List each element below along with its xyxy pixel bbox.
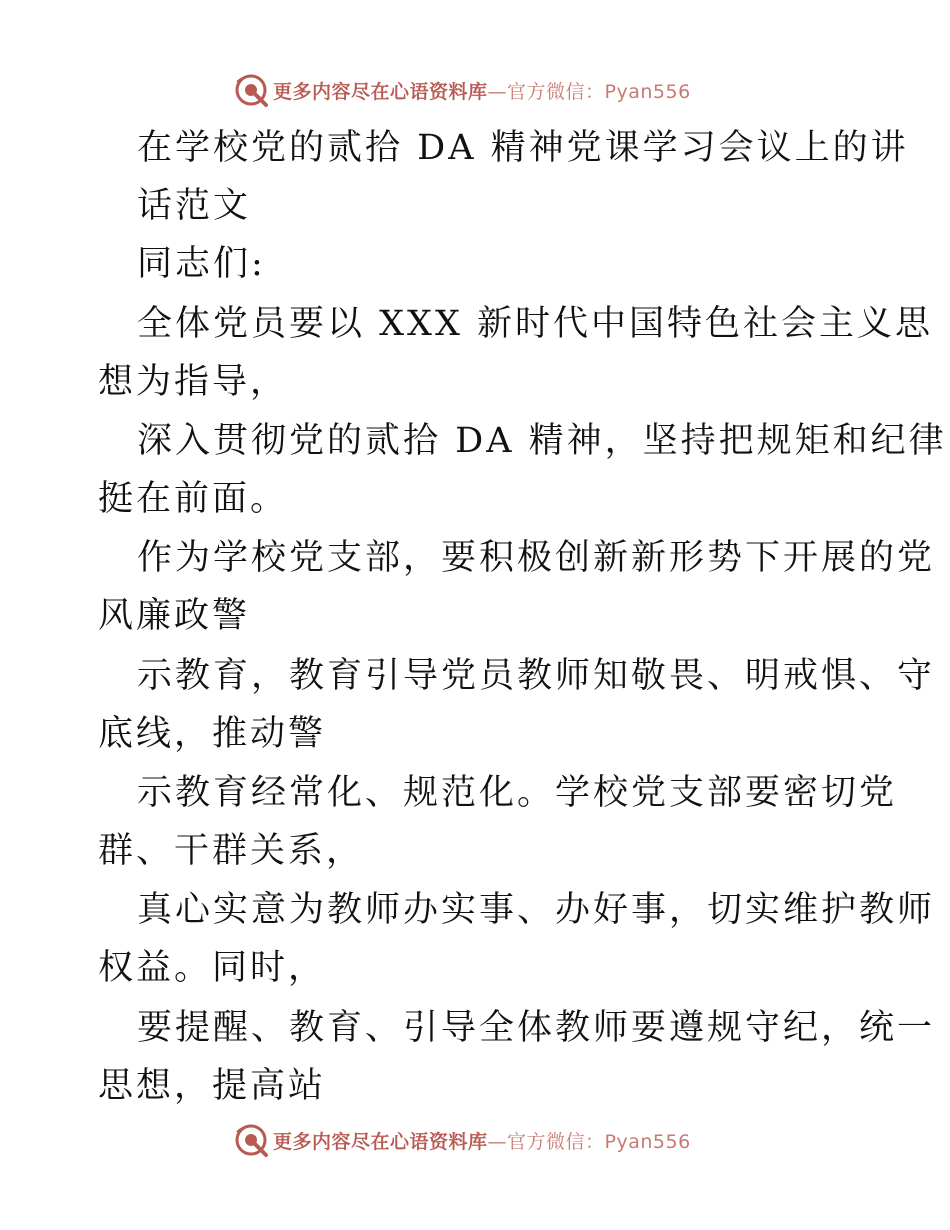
watermark-text: 更多内容尽在心语资料库—官方微信：Pyan556 — [273, 1130, 691, 1153]
paragraph-line: 想为指导， — [98, 362, 289, 402]
pen-circle-logo-icon — [233, 1122, 269, 1158]
paragraph-line: 思想，提高站 — [98, 1066, 327, 1106]
paragraph-line: 示教育，教育引导党员教师知敬畏、明戒惧、守 — [137, 656, 936, 696]
paragraph-line: 底线，推动警 — [98, 714, 327, 754]
paragraph-line: 权益。同时， — [98, 948, 327, 988]
paragraph-line: 真心实意为教师办实事、办好事，切实维护教师 — [137, 890, 936, 930]
paragraph-line: 要提醒、教育、引导全体教师要遵规守纪，统一 — [137, 1008, 936, 1048]
paragraph-line: 作为学校党支部，要积极创新新形势下开展的党 — [137, 538, 936, 578]
salutation-line: 同志们: — [137, 244, 266, 284]
watermark-text: 更多内容尽在心语资料库—官方微信：Pyan556 — [273, 80, 691, 103]
pen-circle-logo-icon — [233, 72, 269, 108]
header-watermark — [233, 70, 691, 110]
paragraph-line: 挺在前面。 — [98, 479, 289, 519]
paragraph-line: 群、干群关系， — [98, 831, 365, 871]
doc-title-line-1: 在学校党的贰拾 DA 精神党课学习会议上的讲 — [137, 128, 909, 168]
paragraph-line: 全体党员要以 XXX 新时代中国特色社会主义思 — [137, 304, 934, 344]
paragraph-line: 风廉政警 — [98, 596, 251, 636]
paragraph-line: 深入贯彻党的贰拾 DA 精神，坚持把规矩和纪律 — [137, 421, 947, 461]
doc-title-line-2: 话范文 — [137, 186, 252, 226]
footer-watermark — [233, 1120, 691, 1160]
paragraph-line: 示教育经常化、规范化。学校党支部要密切党 — [137, 773, 898, 813]
